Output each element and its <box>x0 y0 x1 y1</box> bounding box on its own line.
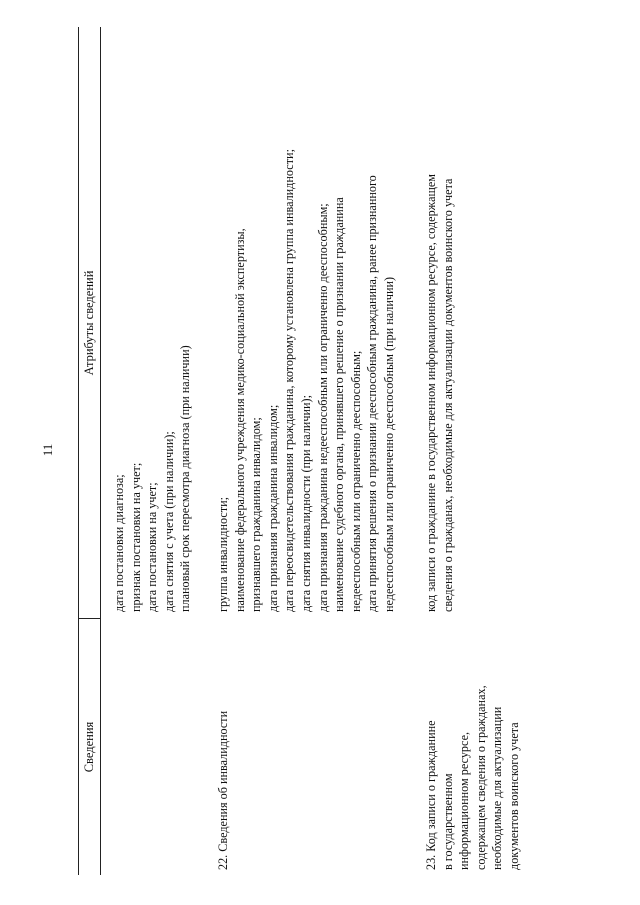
label-line: 23. Код записи о гражданине <box>424 720 438 870</box>
row-23-attrs <box>423 174 456 612</box>
page-number: 11 <box>40 443 55 457</box>
row-22-label <box>215 711 232 870</box>
label-line: в государственном <box>440 773 455 870</box>
attr-line: плановый срок пересмотра диагноза (при наличии) <box>178 345 193 612</box>
attr-line: недееспособным или ограниченно дееспособным; <box>348 350 363 612</box>
attr-line: дата постановки диагноза; <box>112 474 126 612</box>
attr-line: дата снятия инвалидности (при наличии); <box>298 395 313 612</box>
label-line: необходимые для актуализации <box>490 706 505 870</box>
header-atributy: Атрибуты сведений <box>82 270 96 376</box>
attr-line: дата переосвидетельствования гражданина, которому установлена группа инвалидности; <box>282 149 297 612</box>
label-line: содержащем сведения о гражданах, <box>473 685 488 870</box>
attr-line: недееспособным или ограниченно дееспособным (при наличии) <box>381 276 396 612</box>
row-23-label <box>423 685 523 870</box>
continuation-attrs <box>111 345 194 612</box>
table-top-border <box>78 27 79 875</box>
label-line: документов воинского учета <box>506 722 521 870</box>
attr-line: признавшего гражданина инвалидом; <box>249 417 264 612</box>
attr-line: дата признания гражданина инвалидом; <box>265 404 280 612</box>
attr-line: признак постановки на учет; <box>128 462 143 612</box>
attr-line: группа инвалидности; <box>216 496 230 612</box>
attr-line: дата постановки на учет; <box>145 482 160 612</box>
attr-line: дата признания гражданина недееспособным или ограниченно дееспособным; <box>315 203 330 612</box>
header-bottom-border <box>100 27 101 875</box>
attr-line: дата снятия с учета (при наличии); <box>161 431 176 612</box>
header-svedeniya: Сведения <box>82 721 96 773</box>
label-line: 22. Сведения об инвалидности <box>216 710 230 870</box>
label-line: информационном ресурсе, <box>457 731 472 870</box>
attr-line: дата принятия решения о признании дееспособным гражданина, ранее признанного <box>365 175 380 612</box>
attr-line: код записи о гражданине в государственном информационном ресурсе, содержащем <box>424 173 438 612</box>
attr-line: наименование федерального учреждения медико-социальной экспертизы, <box>232 228 247 612</box>
row-22-attrs <box>215 149 398 612</box>
attr-line: наименование судебного органа, принявшего решение о признании гражданина <box>332 197 347 612</box>
attr-line: сведения о гражданах, необходимые для актуализации документов воинского учета <box>440 178 455 612</box>
